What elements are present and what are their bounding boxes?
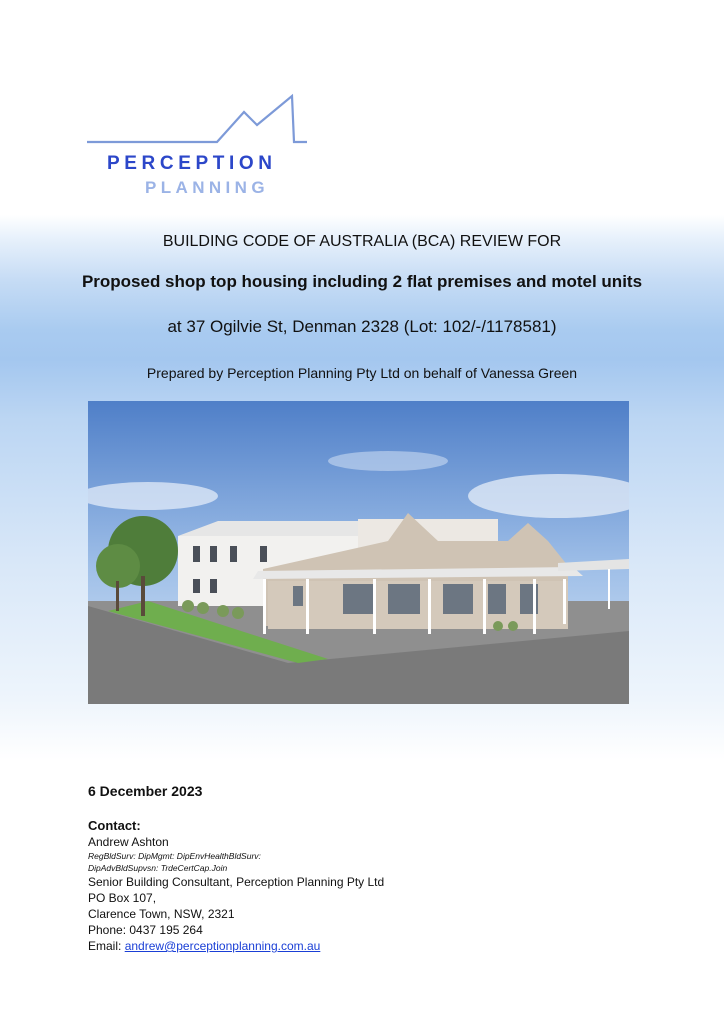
- email-link[interactable]: andrew@perceptionplanning.com.au: [124, 939, 321, 953]
- prepared-by: Prepared by Perception Planning Pty Ltd on behalf of Vanessa Green: [146, 365, 578, 381]
- logo-text-planning: PLANNING: [145, 178, 269, 197]
- report-title: BUILDING CODE OF AUSTRALIA (BCA) REVIEW FOR: [162, 233, 562, 250]
- contact-po-box: PO Box 107,: [88, 891, 157, 905]
- logo-text-perception: PERCEPTION: [107, 153, 277, 174]
- contact-label: Contact:: [88, 818, 141, 833]
- proposal-title: Proposed shop top housing including 2 flat premises and motel units: [81, 272, 643, 291]
- contact-block: [88, 818, 384, 954]
- report-date: 6 December 2023: [88, 783, 203, 799]
- contact-town: Clarence Town, NSW, 2321: [88, 907, 235, 921]
- building-render-image: [88, 401, 629, 704]
- contact-qualifications-1: RegBldSurv: DipMgmt: DipEnvHealthBldSurv:: [88, 851, 261, 861]
- house-outline-icon: [87, 92, 307, 152]
- contact-name: Andrew Ashton: [88, 835, 169, 849]
- contact-phone: Phone: 0437 195 264: [88, 923, 203, 937]
- contact-email-row: [88, 938, 384, 954]
- company-logo: [87, 92, 307, 202]
- contact-role: Senior Building Consultant, Perception Planning Pty Ltd: [88, 875, 385, 889]
- email-label: Email:: [88, 939, 122, 953]
- site-address: at 37 Ogilvie St, Denman 2328 (Lot: 102/-/1178581): [167, 317, 557, 336]
- contact-qualifications-2: DipAdvBldSupvsn: TrdeCertCap.Join: [88, 863, 228, 873]
